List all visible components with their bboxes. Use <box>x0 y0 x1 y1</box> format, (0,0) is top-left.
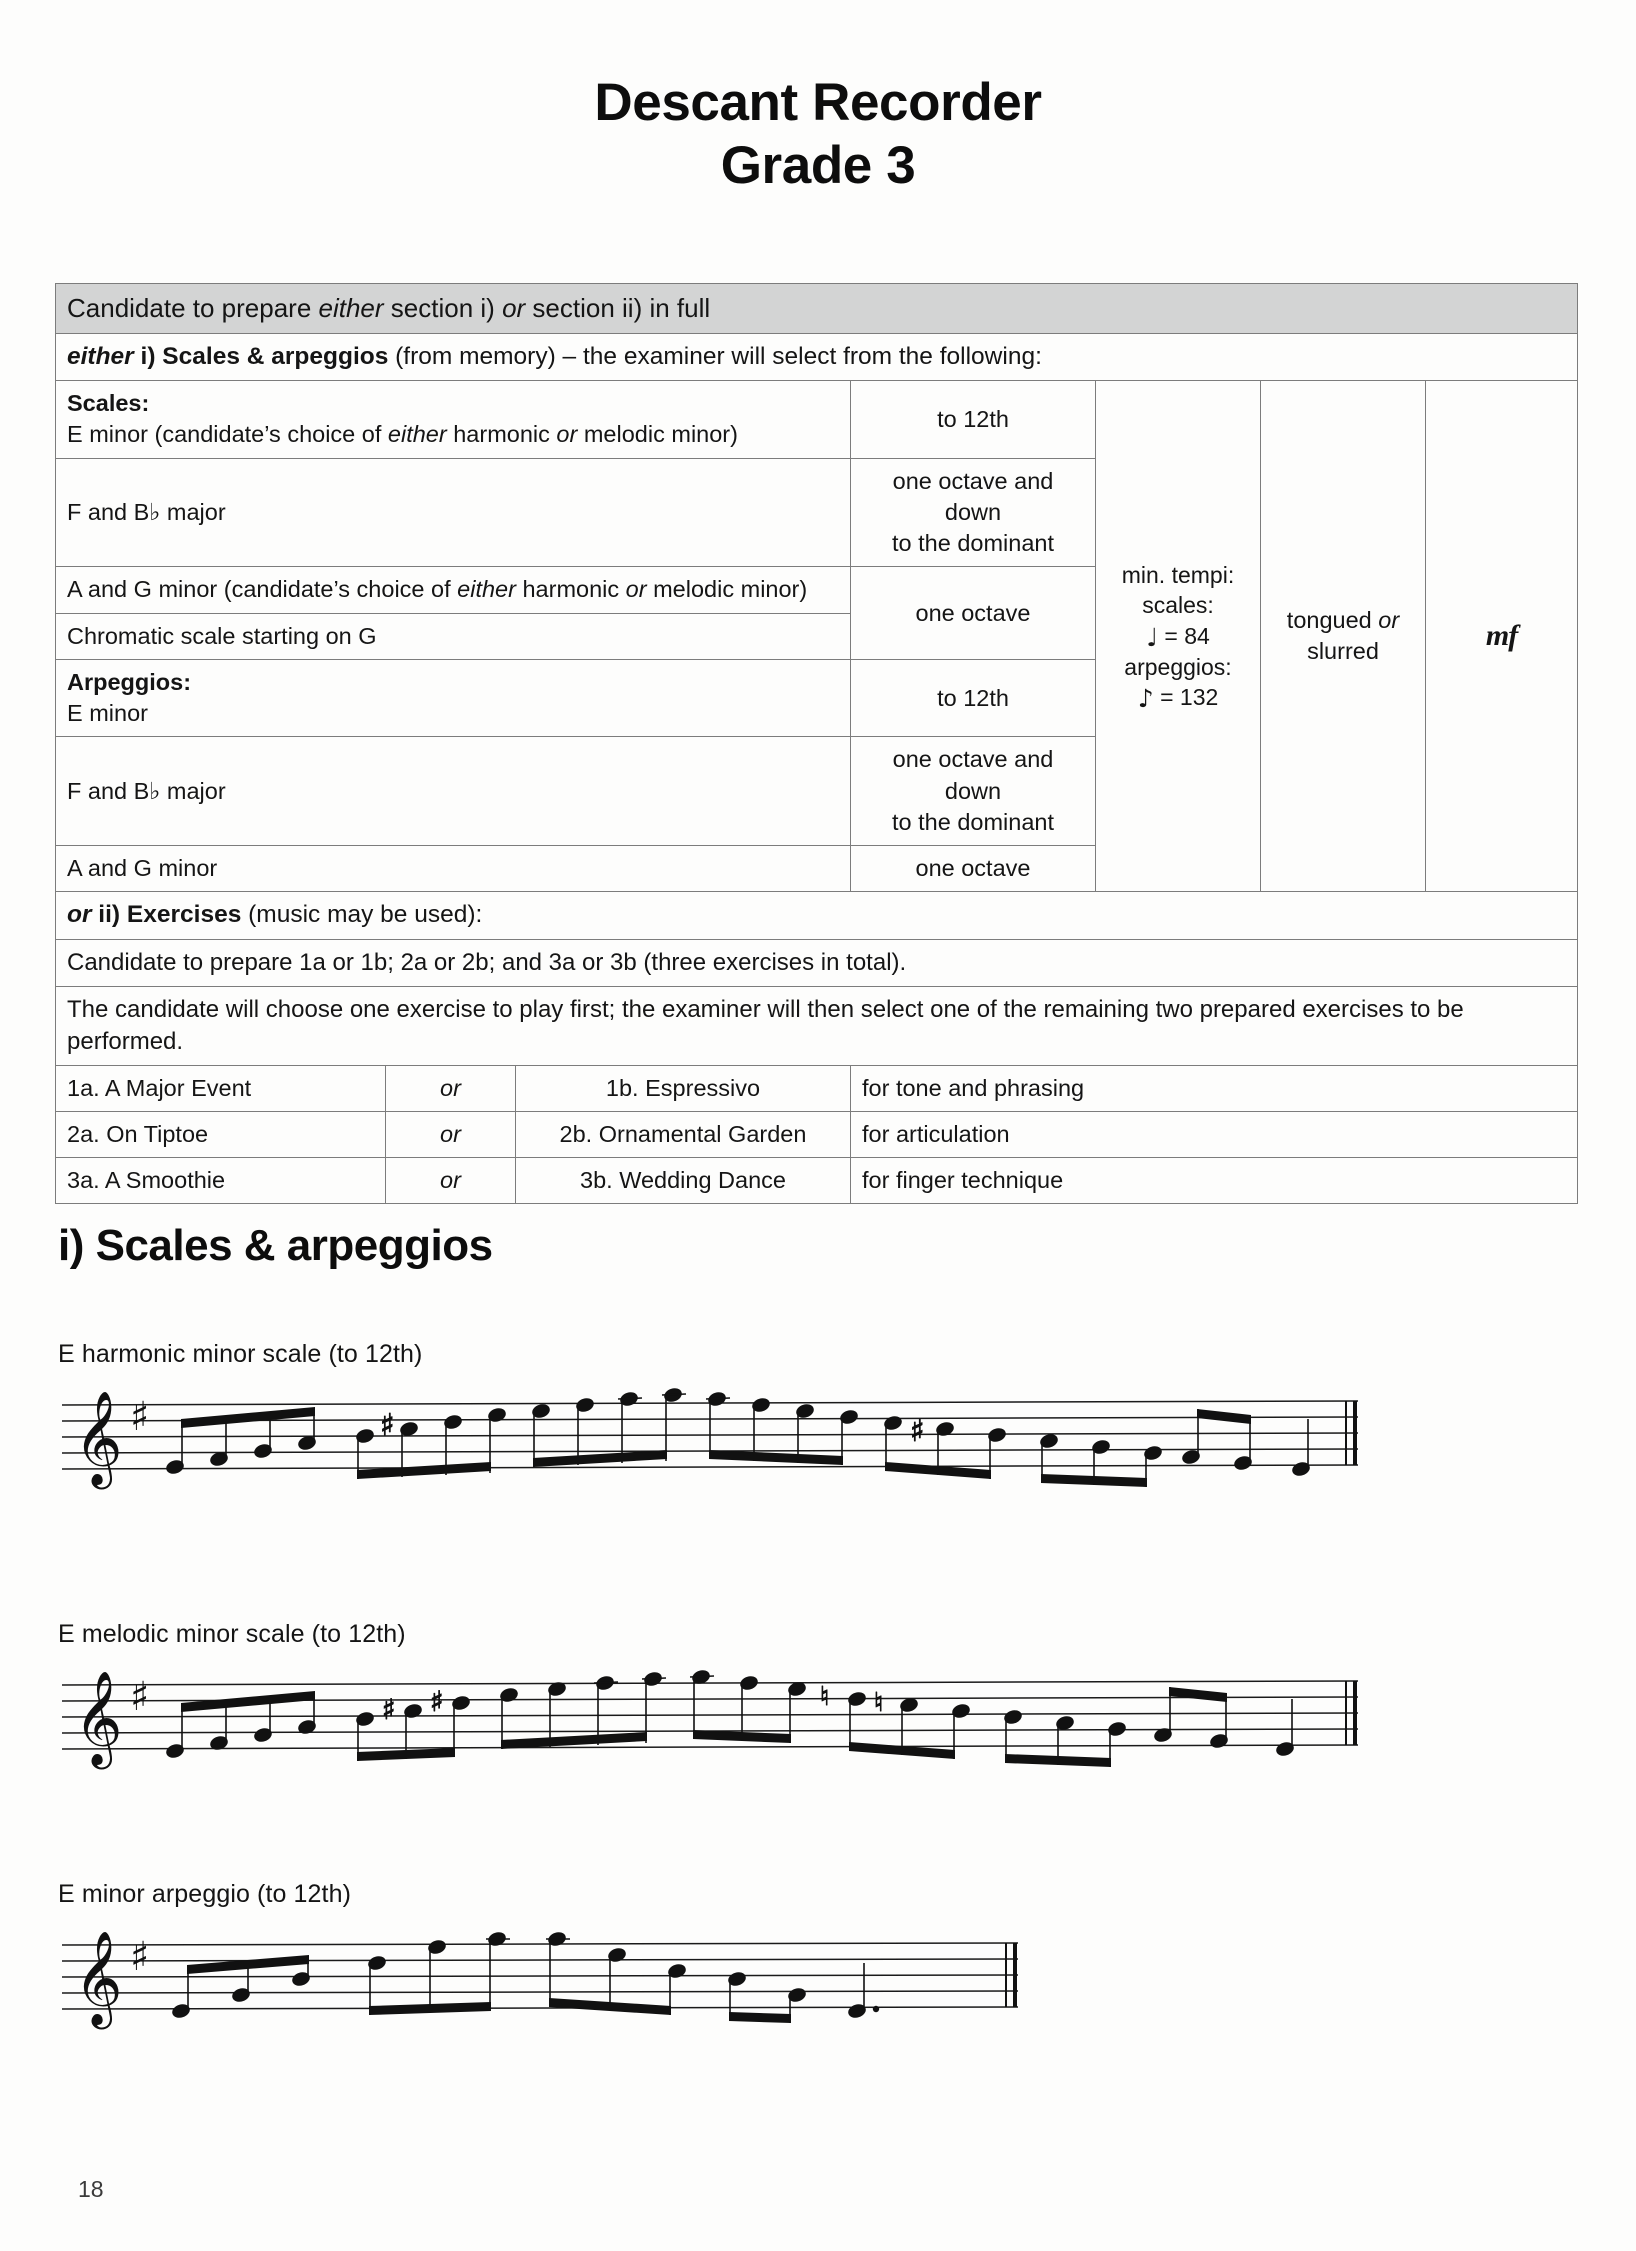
title-line-grade: Grade 3 <box>720 135 916 195</box>
section-i-text <box>56 333 1578 381</box>
arpeggio-name-e-minor: E minor <box>67 700 148 727</box>
music-system-harmonic-minor <box>58 1340 1378 1503</box>
system-label-arpeggio: E minor arpeggio (to 12th) <box>58 1880 352 1908</box>
key-signature-sharp-icon: ♯ <box>130 1934 150 1980</box>
section-ii-text <box>56 892 1578 940</box>
page-number: 18 <box>78 2176 104 2202</box>
scale-name-pre-2: A and G minor (candidate’s choice of <box>67 576 458 603</box>
system-label-harmonic-minor: E harmonic minor scale (to 12th) <box>58 1340 423 1368</box>
table-header-band <box>56 284 1578 334</box>
exercise-focus-1: for tone and phrasing <box>851 1065 1578 1111</box>
section-ii-em: or <box>67 901 92 929</box>
eighth-note-icon: ♪ <box>1137 684 1154 714</box>
tempi-scales-label: scales: <box>1142 592 1214 619</box>
arpeggio-range-5 <box>851 737 1096 846</box>
scale-post: melodic minor) <box>577 421 738 448</box>
arpeggio-row-e-minor <box>56 659 851 737</box>
header-mid1: section i) <box>383 293 503 323</box>
music-system-arpeggio <box>58 1880 1058 2043</box>
tempi-title: min. tempi: <box>1121 561 1235 588</box>
dynamic-marking: mf <box>1426 381 1578 892</box>
music-section-heading: i) Scales & arpeggios <box>58 1221 493 1270</box>
svg-text:𝄞: 𝄞 <box>74 1390 123 1486</box>
staff-melodic-minor <box>58 1663 1378 1783</box>
treble-clef-icon <box>74 1391 122 1490</box>
exercise-note-row <box>56 986 1578 1065</box>
range-text-5: one octave and down to the dominant <box>892 746 1054 835</box>
exercise-focus-3: for finger technique <box>851 1158 1578 1204</box>
arpeggios-heading: Arpeggios: <box>67 668 192 695</box>
scale-em-either-2: either <box>457 576 516 603</box>
exercise-note-row <box>56 939 1578 986</box>
exercise-or-1: or <box>386 1065 516 1111</box>
section-i-rest: (from memory) – the examiner will select from the following: <box>388 342 1042 370</box>
exercise-2b: 2b. Ornamental Garden <box>516 1111 851 1157</box>
tempi-arpeggios-value: = 132 <box>1160 684 1219 711</box>
music-system-melodic-minor <box>58 1620 1378 1783</box>
exercise-3a: 3a. A Smoothie <box>56 1158 386 1204</box>
accidental-natural-icon: ♮ <box>820 1682 830 1712</box>
treble-clef-icon <box>74 1931 122 2030</box>
scale-em-either: either <box>387 421 447 448</box>
accidental-natural-icon: ♮ <box>874 1688 884 1718</box>
exercise-3b: 3b. Wedding Dance <box>516 1158 851 1204</box>
exercise-focus-2: for articulation <box>851 1111 1578 1157</box>
scale-name-pre: E minor (candidate’s choice of <box>67 421 388 448</box>
articulation-pre: tongued <box>1286 607 1379 634</box>
arpeggio-range-4: to 12th <box>851 659 1096 737</box>
accidental-sharp-icon: ♯ <box>380 1408 395 1443</box>
scale-em-or: or <box>556 421 578 448</box>
svg-text:𝄞: 𝄞 <box>74 1930 123 2026</box>
exercise-1a: 1a. A Major Event <box>56 1065 386 1111</box>
exercise-2a: 2a. On Tiptoe <box>56 1111 386 1157</box>
staff-arpeggio <box>58 1923 1058 2043</box>
table-row <box>56 1111 1578 1157</box>
header-band-text <box>56 284 1578 334</box>
scale-row-f-bb-major: F and B♭ major <box>56 458 851 567</box>
key-signature-sharp-icon: ♯ <box>130 1394 150 1440</box>
articulation-cell <box>1261 381 1426 892</box>
staff-notation-svg <box>58 1923 1058 2038</box>
section-ii-bold: ii) Exercises <box>91 901 242 929</box>
section-i-bold: i) Scales & arpeggios <box>133 342 389 370</box>
arpeggio-row-a-g-minor: A and G minor <box>56 846 851 892</box>
header-em-or: or <box>502 293 526 323</box>
scale-row-chromatic: Chromatic scale starting on G <box>56 613 851 659</box>
section-i-row <box>56 333 1578 381</box>
min-tempi-cell <box>1096 381 1261 892</box>
treble-clef-icon <box>74 1671 122 1770</box>
system-label-melodic-minor: E melodic minor scale (to 12th) <box>58 1620 406 1648</box>
arpeggio-range-6: one octave <box>851 846 1096 892</box>
staff-notation-svg <box>58 1383 1378 1498</box>
table-row <box>56 381 1578 459</box>
exercise-1b: 1b. Espressivo <box>516 1065 851 1111</box>
syllabus-table <box>55 283 1577 1204</box>
title-line-instrument: Descant Recorder <box>594 73 1042 132</box>
accidental-sharp-icon: ♯ <box>382 1693 396 1726</box>
section-i-em: either <box>67 342 134 370</box>
table-row <box>56 1065 1578 1111</box>
accidental-sharp-icon: ♯ <box>910 1414 925 1449</box>
scale-range-1 <box>851 458 1096 567</box>
scale-mid-2: harmonic <box>515 576 626 603</box>
exercise-or-3: or <box>386 1158 516 1204</box>
header-mid2: section ii) in full <box>525 293 711 323</box>
tempi-scales-value: = 84 <box>1164 622 1210 649</box>
section-ii-rest: (music may be used): <box>241 901 483 929</box>
header-em-either: either <box>318 293 384 323</box>
svg-text:𝄞: 𝄞 <box>74 1670 123 1766</box>
staff-notation-svg <box>58 1663 1378 1778</box>
augmentation-dot <box>873 2006 879 2012</box>
scale-em-or-2: or <box>625 576 647 603</box>
staff-harmonic-minor <box>58 1383 1378 1503</box>
scales-heading: Scales: <box>67 390 150 417</box>
scale-range-2: one octave <box>851 567 1096 660</box>
accidental-sharp-icon: ♯ <box>430 1685 444 1718</box>
exercise-or-2: or <box>386 1111 516 1157</box>
range-text-1: one octave and down to the dominant <box>892 467 1054 557</box>
tempi-arpeggios-label: arpeggios: <box>1124 653 1232 680</box>
articulation-em-or: or <box>1378 607 1400 634</box>
header-pre: Candidate to prepare <box>67 293 319 323</box>
key-signature-sharp-icon: ♯ <box>130 1674 150 1720</box>
arpeggio-row-f-bb-major: F and B♭ major <box>56 737 851 846</box>
scale-mid: harmonic <box>446 421 557 448</box>
scale-row-e-minor <box>56 381 851 459</box>
scale-range-0: to 12th <box>851 381 1096 459</box>
table-row <box>56 1158 1578 1204</box>
articulation-post: slurred <box>1307 638 1379 665</box>
scale-post-2: melodic minor) <box>646 576 808 603</box>
quarter-note-icon: ♩ <box>1146 622 1158 652</box>
page-title <box>0 0 1636 197</box>
exercise-note-2: The candidate will choose one exercise to play first; the examiner will then select one of the remaining two prepared exercises to be performed. <box>56 986 1578 1065</box>
scale-row-a-g-minor <box>56 567 851 613</box>
section-ii-row <box>56 892 1578 940</box>
exercise-note-1: Candidate to prepare 1a or 1b; 2a or 2b; and 3a or 3b (three exercises in total). <box>56 939 1578 986</box>
